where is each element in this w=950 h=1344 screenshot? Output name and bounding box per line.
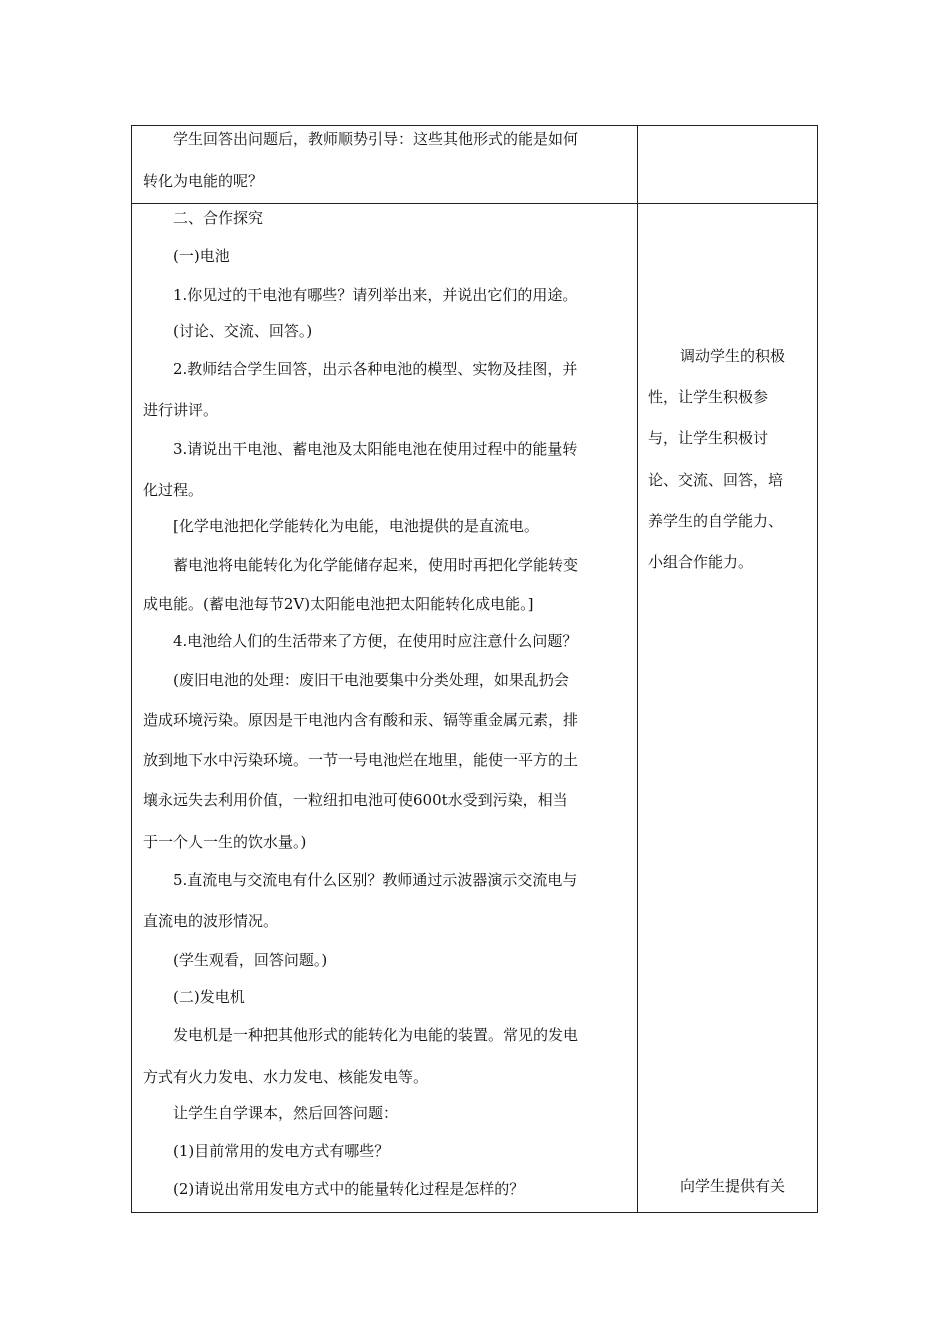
row2-left-line: 1.你见过的干电池有哪些？请列举出来，并说出它们的用途。 [173,286,578,304]
row2-right-line: 与，让学生积极讨 [648,429,769,447]
row2-left-line: 5.直流电与交流电有什么区别？教师通过示波器演示交流电与 [173,871,578,889]
row2-left-line: [化学电池把化学能转化为电能，电池提供的是直流电。 [173,517,539,535]
row1-left-line: 转化为电能的呢？ [143,172,264,190]
row2-left-line: 直流电的波形情况。 [143,912,279,930]
row2-left-line: 蓄电池将电能转化为化学能储存起来，使用时再把化学能转变 [173,556,579,574]
row2-right-line: 小组合作能力。 [648,553,754,571]
row2-left-line: 进行讲评。 [143,401,219,419]
row2-left-line: 于一个人一生的饮水量。) [143,833,307,851]
row2-left-line: 成电能。(蓄电池每节2V)太阳能电池把太阳能转化成电能。] [143,595,534,613]
row2-right-line: 调动学生的积极 [680,347,786,365]
row2-right-line: 养学生的自学能力、 [648,512,784,530]
row2-left-line: 放到地下水中污染环境。一节一号电池烂在地里，能使一平方的土 [143,751,579,769]
row2-left-line: 壤永远失去利用价值，一粒纽扣电池可使600t水受到污染，相当 [143,791,568,809]
subsection-heading: (一)电池 [173,247,230,265]
row-divider [131,203,818,204]
row2-left-line: 4.电池给人们的生活带来了方便，在使用时应注意什么问题？ [173,632,578,650]
row2-left-line: 方式有火力发电、水力发电、核能发电等。 [143,1068,429,1086]
row2-left-line: 让学生自学课本，然后回答问题： [173,1104,399,1122]
row2-right-line: 性，让学生积极参 [648,388,769,406]
row2-left-line: (2)请说出常用发电方式中的能量转化过程是怎样的？ [173,1180,525,1198]
row2-left-line: (讨论、交流、回答。) [173,322,313,340]
row2-left-line: 发电机是一种把其他形式的能转化为电能的装置。常见的发电 [173,1026,579,1044]
row2-left-line: 化过程。 [143,481,204,499]
row2-left-line: 3.请说出干电池、蓄电池及太阳能电池在使用过程中的能量转 [173,440,578,458]
row2-left-line: (学生观看，回答问题。) [173,951,328,969]
subsection-heading: (二)发电机 [173,988,245,1006]
row2-right-line: 向学生提供有关 [680,1177,786,1195]
row2-left-line: 造成环境污染。原因是干电池内含有酸和汞、镉等重金属元素，排 [143,711,579,729]
row2-right-line: 论、交流、回答，培 [648,471,784,489]
row2-left-line: (废旧电池的处理：废旧干电池要集中分类处理，如果乱扔会 [173,671,569,689]
row2-left-line: 2.教师结合学生回答，出示各种电池的模型、实物及挂图，并 [173,360,578,378]
section-heading: 二、合作探究 [173,209,264,227]
column-divider [637,125,638,1213]
row1-left-line: 学生回答出问题后，教师顺势引导：这些其他形式的能是如何 [173,130,579,148]
row2-left-line: (1)目前常用的发电方式有哪些？ [173,1142,390,1160]
